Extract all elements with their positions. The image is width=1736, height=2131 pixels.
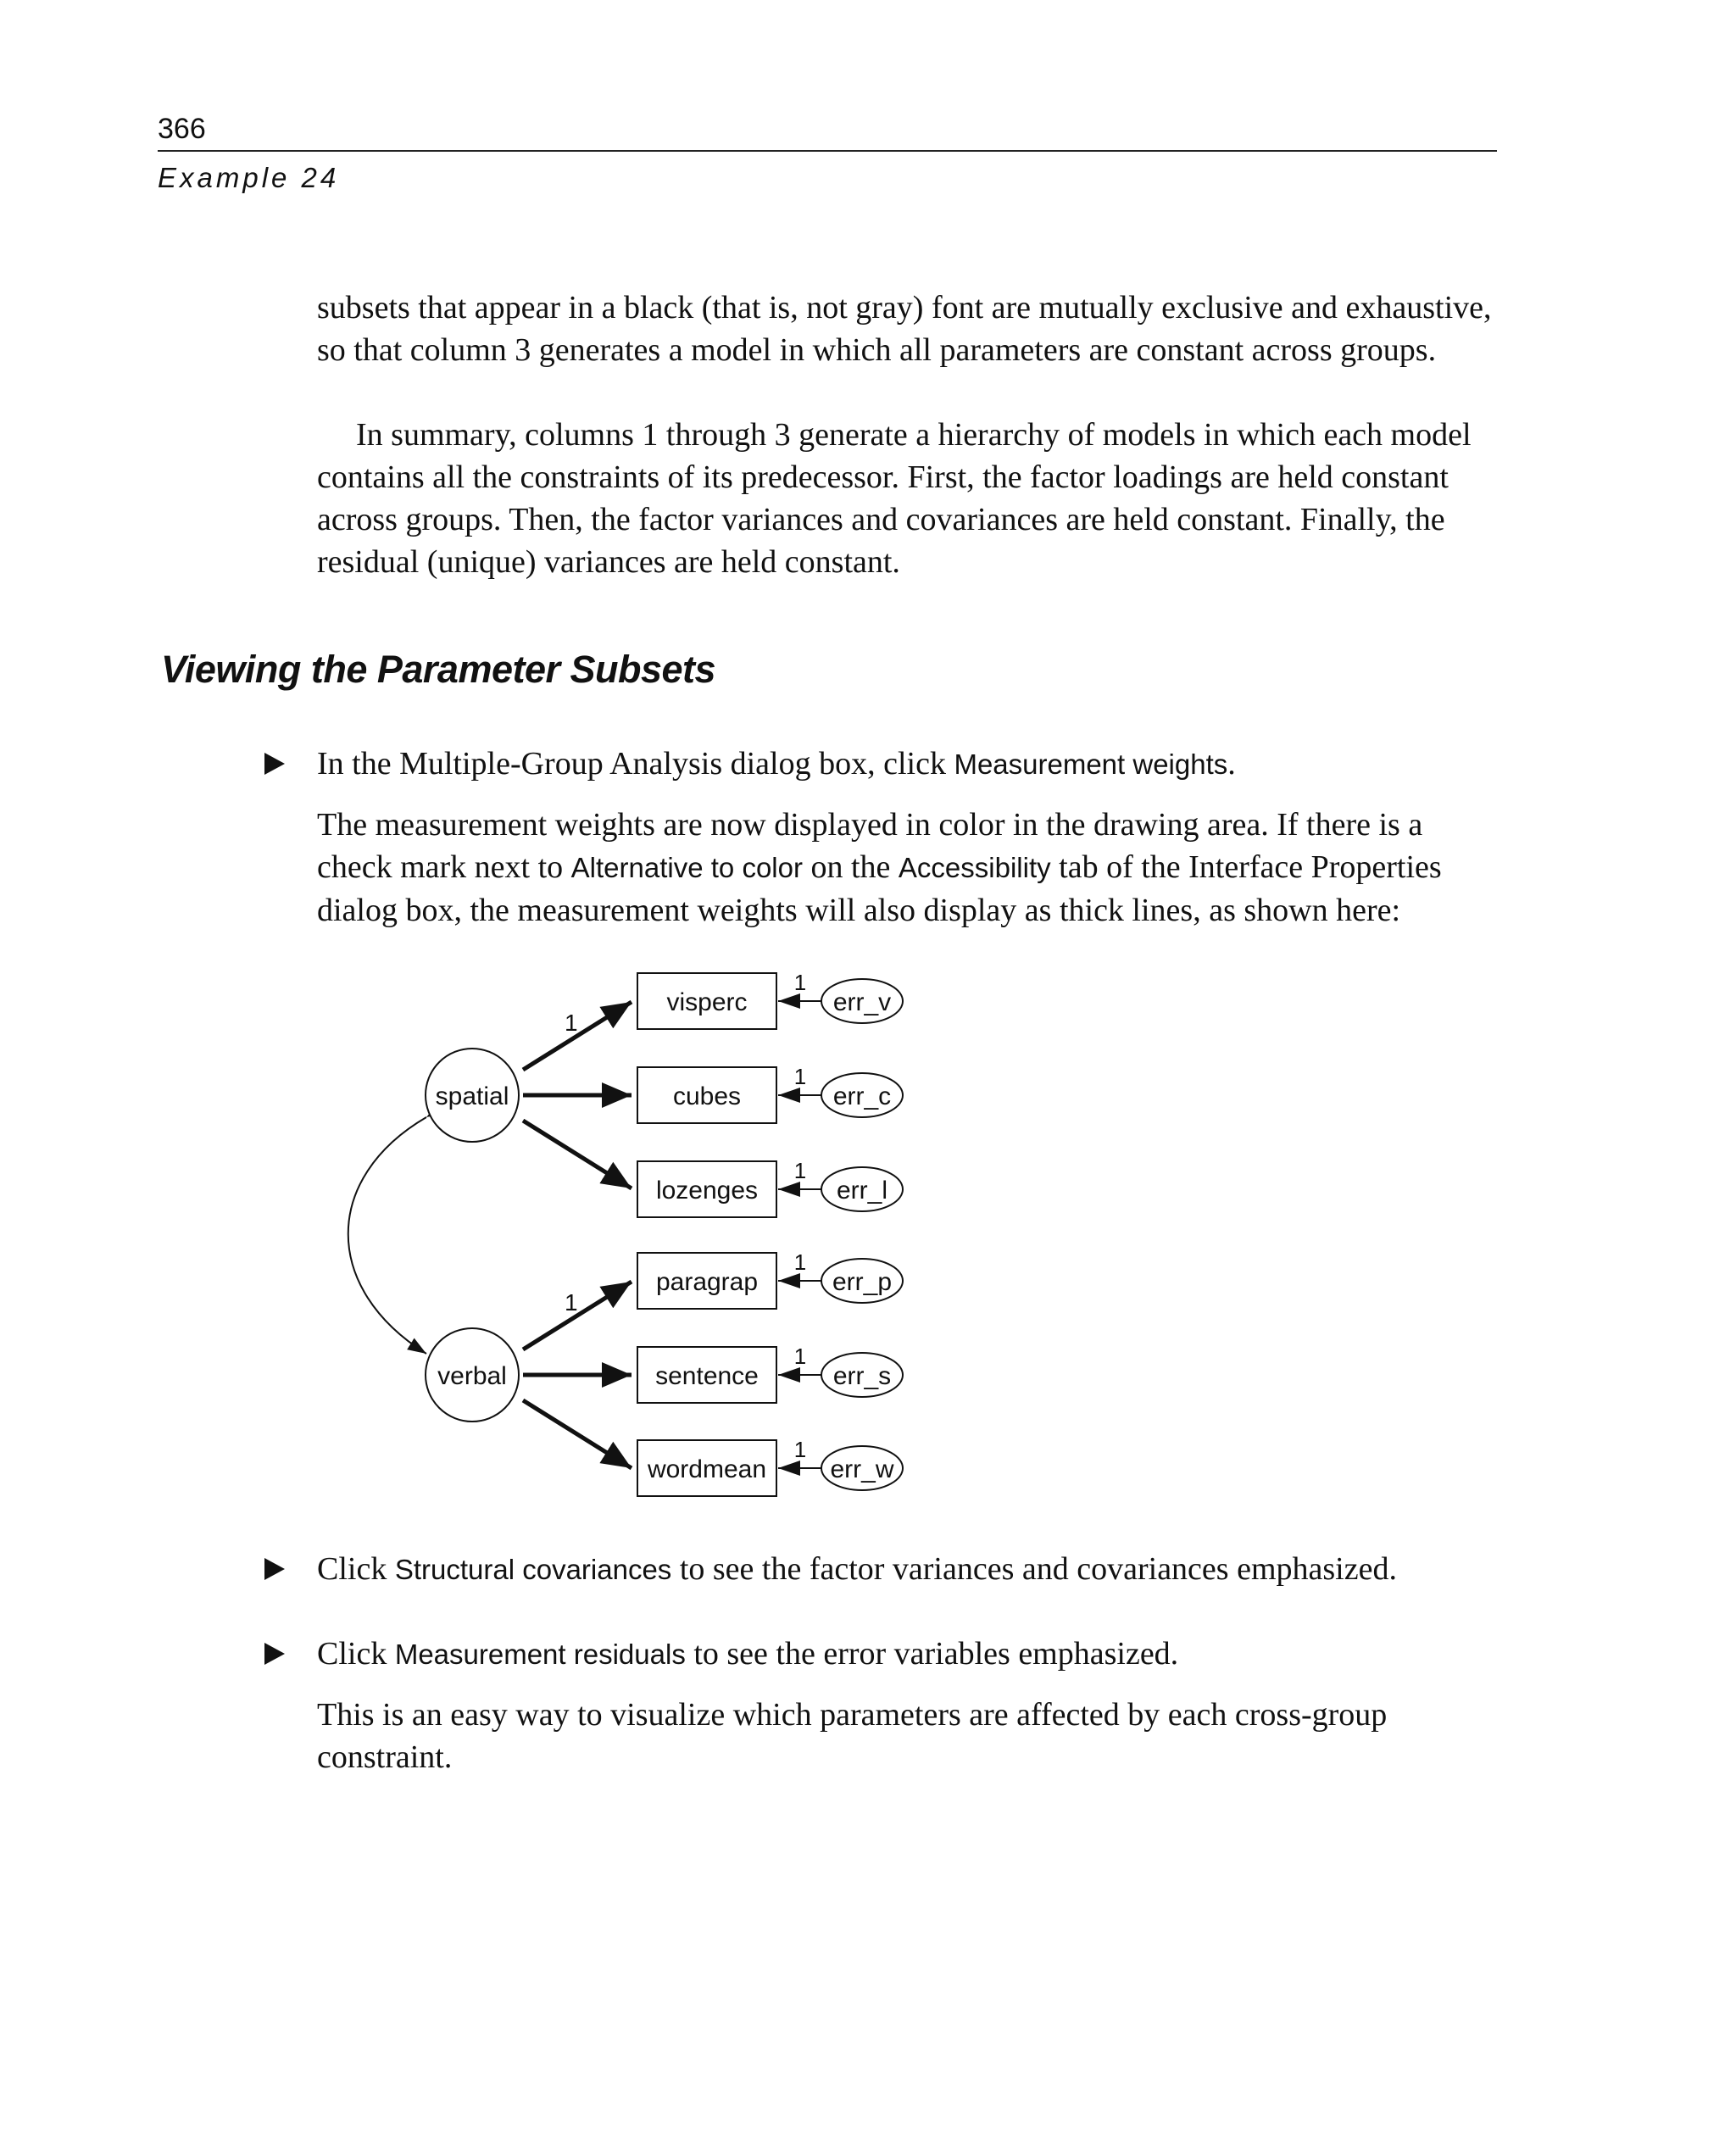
observed-label-sentence: sentence: [655, 1362, 759, 1390]
error-variables: [821, 979, 903, 1490]
step-1-suffix: .: [1227, 746, 1236, 782]
step-3-prefix: Click: [317, 1636, 395, 1672]
error-label-err-l: err_l: [836, 1177, 888, 1205]
error-label-err-c: err_c: [832, 1082, 892, 1110]
intro-paragraph-1: subsets that appear in a black (that is, not gray) font are mutually exclusive and exhaustive, so that column 3 generates a model in which all parameters are constant across groups.: [317, 290, 1492, 368]
factor-covariance-path: [348, 1117, 426, 1354]
alternative-to-color-term: Alternative to color: [570, 852, 803, 883]
step-3-text: [317, 1633, 1178, 1676]
loading-arrow: [523, 1400, 632, 1468]
error-weight-label: 1: [793, 1158, 807, 1183]
loading-label-spatial: 1: [565, 1010, 578, 1036]
error-weight-label: 1: [793, 1437, 807, 1462]
observed-label-lozenges: lozenges: [655, 1177, 759, 1205]
step-2-prefix: Click: [317, 1551, 395, 1587]
step-2-text: [317, 1548, 1397, 1591]
observed-label-cubes: cubes: [672, 1082, 742, 1110]
running-head: Example 24: [158, 162, 340, 193]
loading-arrow: [523, 1121, 632, 1188]
error-weight-label: 1: [793, 1249, 807, 1275]
step-arrow-icon: [264, 1558, 285, 1580]
loading-label-verbal: 1: [565, 1289, 578, 1316]
error-label-err-v: err_v: [832, 988, 892, 1016]
structural-covariances-term: Structural covariances: [394, 1554, 672, 1585]
factor-spatial-label: spatial: [435, 1082, 509, 1110]
page-number: 366: [158, 113, 206, 145]
observed-label-wordmean: wordmean: [647, 1455, 767, 1483]
measurement-weights-term: Measurement weights: [954, 748, 1228, 780]
observed-label-visperc: visperc: [666, 988, 748, 1016]
measurement-residuals-term: Measurement residuals: [394, 1639, 686, 1670]
step-1-prefix: In the Multiple-Group Analysis dialog box, click: [317, 746, 954, 782]
note-part-3: tab of the Interface Properties dialog box, the measurement weights will also display as thick lines, as shown here:: [317, 849, 1442, 928]
error-weight-label: 1: [793, 970, 807, 995]
error-weight-label: 1: [793, 1064, 807, 1089]
step-arrow-icon: [264, 1643, 285, 1665]
section-heading: Viewing the Parameter Subsets: [161, 648, 716, 691]
error-label-err-w: err_w: [830, 1455, 894, 1483]
loading-arrows: [523, 1002, 632, 1468]
error-label-err-s: err_s: [832, 1362, 892, 1390]
step-2-suffix: to see the factor variances and covariances emphasized.: [671, 1551, 1397, 1587]
note-part-1: The measurement weights are now displayed in color in the drawing area. If there is a check mark next to: [317, 807, 1423, 885]
intro-paragraph-2: In summary, columns 1 through 3 generate a hierarchy of models in which each model contains all the constraints of its predecessor. First, the factor loadings are held constant across groups. Then, the factor variances and covariances are held constant. Finally, the residual (unique) variances are held constant.: [317, 417, 1472, 580]
note-part-2: on the: [802, 849, 899, 885]
factor-verbal-label: verbal: [437, 1362, 507, 1390]
accessibility-term: Accessibility: [898, 852, 1051, 883]
closing-paragraph: This is an easy way to visualize which parameters are affected by each cross-group constraint.: [317, 1697, 1388, 1775]
error-weight-label: 1: [793, 1344, 807, 1369]
error-label-err-p: err_p: [832, 1268, 893, 1296]
observed-label-paragrap: paragrap: [655, 1268, 759, 1296]
step-3-suffix: to see the error variables emphasized.: [685, 1636, 1179, 1672]
observed-variables: [637, 973, 776, 1496]
